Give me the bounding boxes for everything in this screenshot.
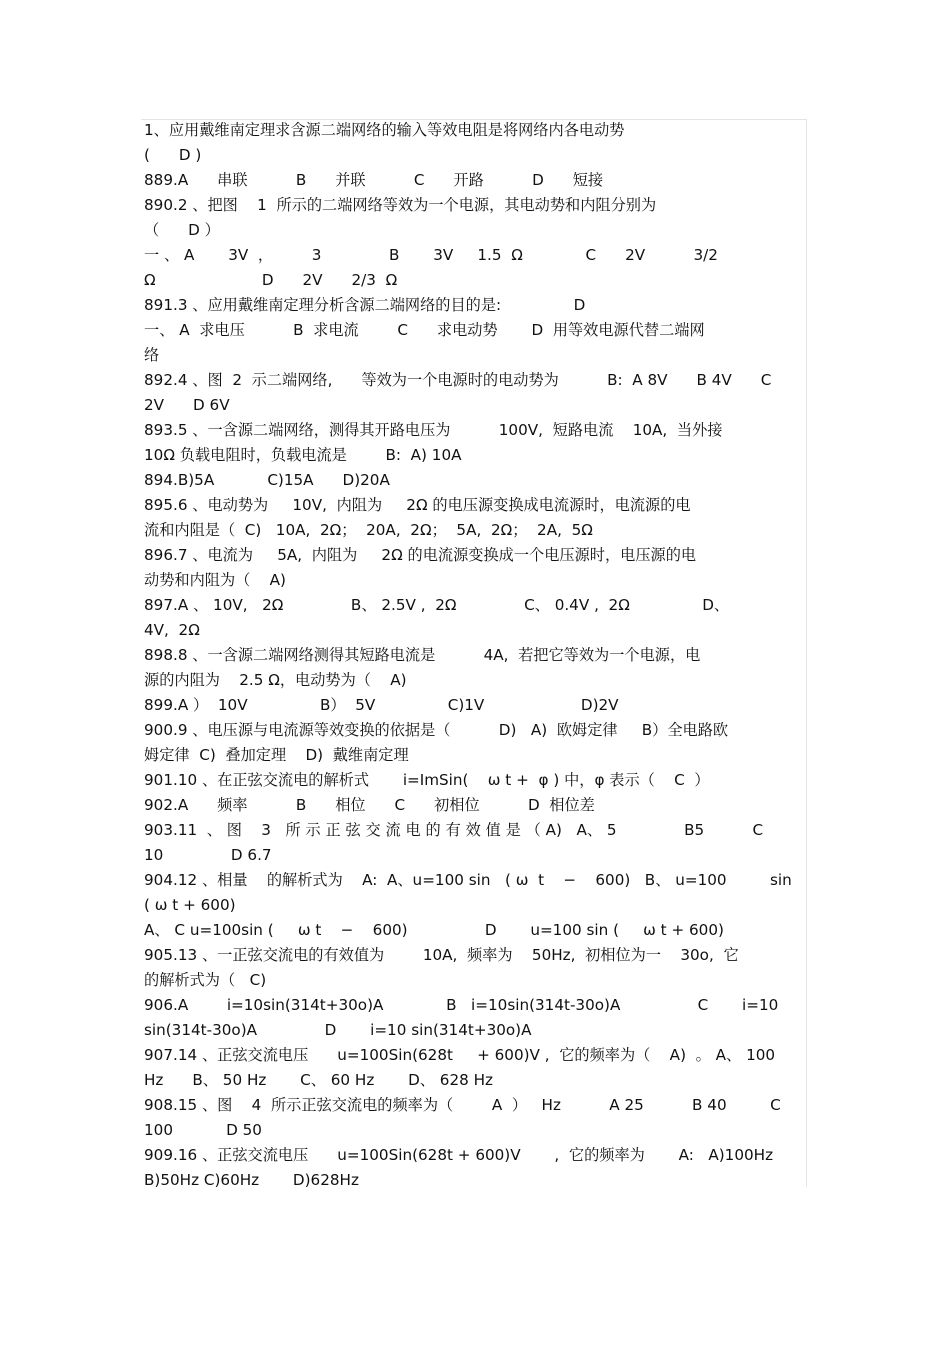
text-line: 1、应用戴维南定理求含源二端网络的输入等效电阻是将网络内各电动势 [144,121,625,139]
text-line: 流和内阻是（ C) 10A, 2Ω； 20A, 2Ω； 5A, 2Ω； 2A, 5Ω [144,521,593,539]
text-line: ( ω t + 600) [144,896,236,914]
text-line: 889.A 串联 B 并联 C 开路 D 短接 [144,171,604,189]
text-line: 890.2 、把图 1 所示的二端网络等效为一个电源，其电动势和内阻分别为 [144,196,657,214]
text-line: 络 [144,346,160,364]
text-line: 905.13 、一正弦交流电的有效值为 10A, 频率为 50Hz, 初相位为一 30o, 它 [144,946,739,964]
text-line: 的解析式为（ C) [144,971,267,989]
text-line: sin(314t-30o)A D i=10 sin(314t+30o)A [144,1021,532,1039]
text-line: 892.4 、图 2 示二端网络, 等效为一个电源时的电动势为 B: A 8V B 4V C [144,371,772,389]
text-line: 898.8 、一含源二端网络测得其短路电流是 4A, 若把它等效为一个电源，电 [144,646,701,664]
text-line: A、 C u=100sin ( ω t − 600) D u=100 sin ( ω t + 600) [144,921,724,939]
text-line: 895.6 、电动势为 10V, 内阻为 2Ω 的电压源变换成电流源时，电流源的电 [144,496,691,514]
text-line: 908.15 、图 4 所示正弦交流电的频率为（ A ） Hz A 25 B 40 C [144,1096,781,1114]
text-line: （ D ） [144,221,220,239]
text-line: 2V D 6V [144,396,230,414]
text-line: 4V, 2Ω [144,621,200,639]
text-line: 动势和内阻为（ A) [144,571,286,589]
text-line: 901.10 、在正弦交流电的解析式 i=ImSin( ω t + φ ) 中，φ 表示（ C ） [144,771,710,789]
text-line: B)50Hz C)60Hz D)628Hz [144,1171,359,1189]
text-line: Hz B、 50 Hz C、 60 Hz D、 628 Hz [144,1071,494,1089]
text-line: 903.11 、 图 3 所 示 正 弦 交 流 电 的 有 效 值 是 （ A) A、 5 B5 C [144,821,764,839]
text-line: 893.5 、一含源二端网络，测得其开路电压为 100V, 短路电流 10A, 当外接 [144,421,723,439]
text-line: 891.3 、应用戴维南定理分析含源二端网络的目的是: D [144,296,586,314]
text-line: 源的内阻为 2.5 Ω，电动势为（ A) [144,671,407,689]
text-line: 10 D 6.7 [144,846,272,864]
text-line: 897.A 、 10V, 2Ω B、 2.5V , 2Ω C、 0.4V , 2Ω D、 [144,596,730,614]
text-line: 900.9 、电压源与电流源等效变换的依据是（ D) A) 欧姆定律 B）全电路欧 [144,721,729,739]
document-text-body [144,118,824,1193]
text-line: 10Ω 负载电阻时，负载电流是 B: A) 10A [144,446,462,464]
text-line: 909.16 、正弦交流电压 u=100Sin(628t + 600)V , 它的频率为 A: A)100Hz [144,1146,774,1164]
text-line: 姆定律 C) 叠加定理 D) 戴维南定理 [144,746,409,764]
text-line: Ω D 2V 2/3 Ω [144,271,398,289]
text-line: 894.B)5A C)15A D)20A [144,471,390,489]
text-line: 100 D 50 [144,1121,262,1139]
text-line: 一、 A 求电压 B 求电流 C 求电动势 D 用等效电源代替二端网 [144,321,705,339]
text-line: 899.A ） 10V B） 5V C)1V D)2V [144,696,619,714]
text-line: 902.A 频率 B 相位 C 初相位 D 相位差 [144,796,595,814]
text-line: 896.7 、电流为 5A, 内阻为 2Ω 的电流源变换成一个电压源时，电压源的电 [144,546,697,564]
text-line: 907.14 、正弦交流电压 u=100Sin(628t + 600)V , 它的频率为（ A) 。 A、 100 [144,1046,776,1064]
text-line: 904.12 、相量 的解析式为 A: A、u=100 sin ( ω t − 600) B、 u=100 sin [144,871,792,889]
text-line: 906.A i=10sin(314t+30o)A B i=10sin(314t-30o)A C i=10 [144,996,779,1014]
text-line: ( D ) [144,146,202,164]
text-line: 一 、 A 3V ， 3 B 3V 1.5 Ω C 2V 3/2 [144,246,718,264]
